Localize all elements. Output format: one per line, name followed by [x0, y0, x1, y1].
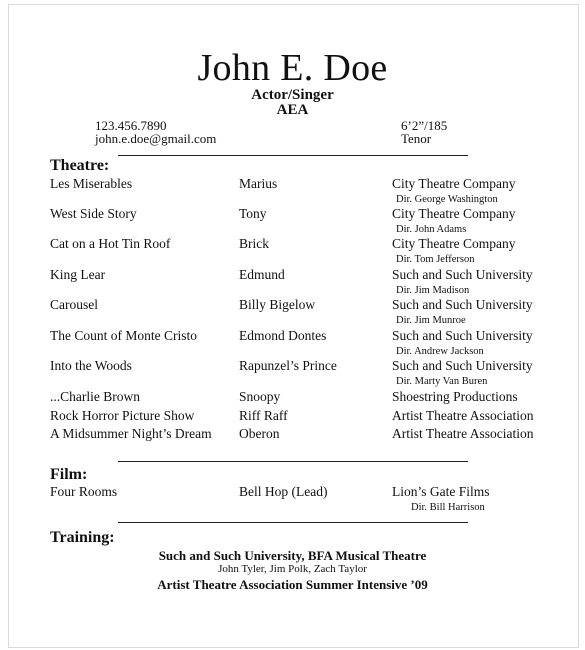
- theatre-role: Brick: [239, 236, 269, 251]
- theatre-director: Dir. Jim Madison: [396, 285, 470, 296]
- theatre-director: Dir. Marty Van Buren: [396, 376, 488, 387]
- theatre-show: West Side Story: [50, 206, 137, 221]
- theatre-role: Edmund: [239, 267, 285, 282]
- theatre-director: Dir. Jim Munroe: [396, 315, 466, 326]
- theatre-company: City Theatre Company: [392, 236, 516, 251]
- theatre-role: Tony: [239, 206, 267, 221]
- theatre-company: City Theatre Company: [392, 206, 516, 221]
- theatre-director: Dir. John Adams: [396, 224, 467, 235]
- theatre-role: Riff Raff: [239, 408, 288, 423]
- union-affiliation: AEA: [276, 102, 309, 118]
- actor-role: Actor/Singer: [251, 87, 334, 103]
- training-program-intensive: Artist Theatre Association Summer Intensive ’09: [157, 577, 428, 592]
- divider-theatre: [118, 461, 468, 462]
- film-director: Dir. Bill Harrison: [411, 502, 485, 513]
- training-program-bfa: Such and Such University, BFA Musical Theatre: [158, 548, 427, 563]
- theatre-role: Edmond Dontes: [239, 328, 327, 343]
- theatre-director: Dir. Tom Jefferson: [396, 254, 475, 265]
- theatre-company: Such and Such University: [392, 328, 533, 343]
- theatre-company: Artist Theatre Association: [392, 426, 534, 441]
- divider-header: [118, 155, 468, 156]
- film-heading: Film:: [50, 466, 88, 483]
- theatre-company: Such and Such University: [392, 297, 533, 312]
- theatre-director: Dir. George Washington: [396, 194, 498, 205]
- theatre-show: The Count of Monte Cristo: [50, 328, 197, 343]
- film-company: Lion’s Gate Films: [392, 484, 490, 499]
- voice-type: Tenor: [401, 131, 432, 146]
- film-role: Bell Hop (Lead): [239, 484, 328, 499]
- divider-film: [118, 522, 468, 523]
- theatre-role: Billy Bigelow: [239, 297, 316, 312]
- theatre-show: A Midsummer Night’s Dream: [50, 426, 212, 441]
- theatre-show: Les Miserables: [50, 176, 133, 191]
- theatre-show: Rock Horror Picture Show: [50, 408, 195, 423]
- theatre-company: City Theatre Company: [392, 176, 516, 191]
- theatre-company: Such and Such University: [392, 358, 533, 373]
- theatre-director: Dir. Andrew Jackson: [396, 346, 484, 357]
- theatre-show: Cat on a Hot Tin Roof: [50, 236, 171, 251]
- theatre-show: King Lear: [50, 267, 106, 282]
- actor-name: John E. Doe: [197, 47, 388, 89]
- training-heading: Training:: [50, 529, 115, 546]
- film-title: Four Rooms: [50, 484, 118, 499]
- theatre-company: Artist Theatre Association: [392, 408, 534, 423]
- theatre-role: Oberon: [239, 426, 280, 441]
- theatre-role: Rapunzel’s Prince: [239, 358, 337, 373]
- email-address: john.e.doe@gmail.com: [95, 131, 217, 146]
- theatre-company: Shoestring Productions: [392, 389, 518, 404]
- phone-number: 123.456.7890: [95, 118, 167, 133]
- theatre-show: Carousel: [50, 297, 98, 312]
- theatre-show: ...Charlie Brown: [50, 389, 140, 404]
- theatre-company: Such and Such University: [392, 267, 533, 282]
- theatre-heading: Theatre:: [50, 157, 110, 174]
- theatre-role: Snoopy: [239, 389, 281, 404]
- theatre-show: Into the Woods: [50, 358, 132, 373]
- training-teachers: John Tyler, Jim Polk, Zach Taylor: [218, 563, 367, 575]
- theatre-role: Marius: [239, 176, 278, 191]
- height-weight: 6’2”/185: [401, 118, 448, 133]
